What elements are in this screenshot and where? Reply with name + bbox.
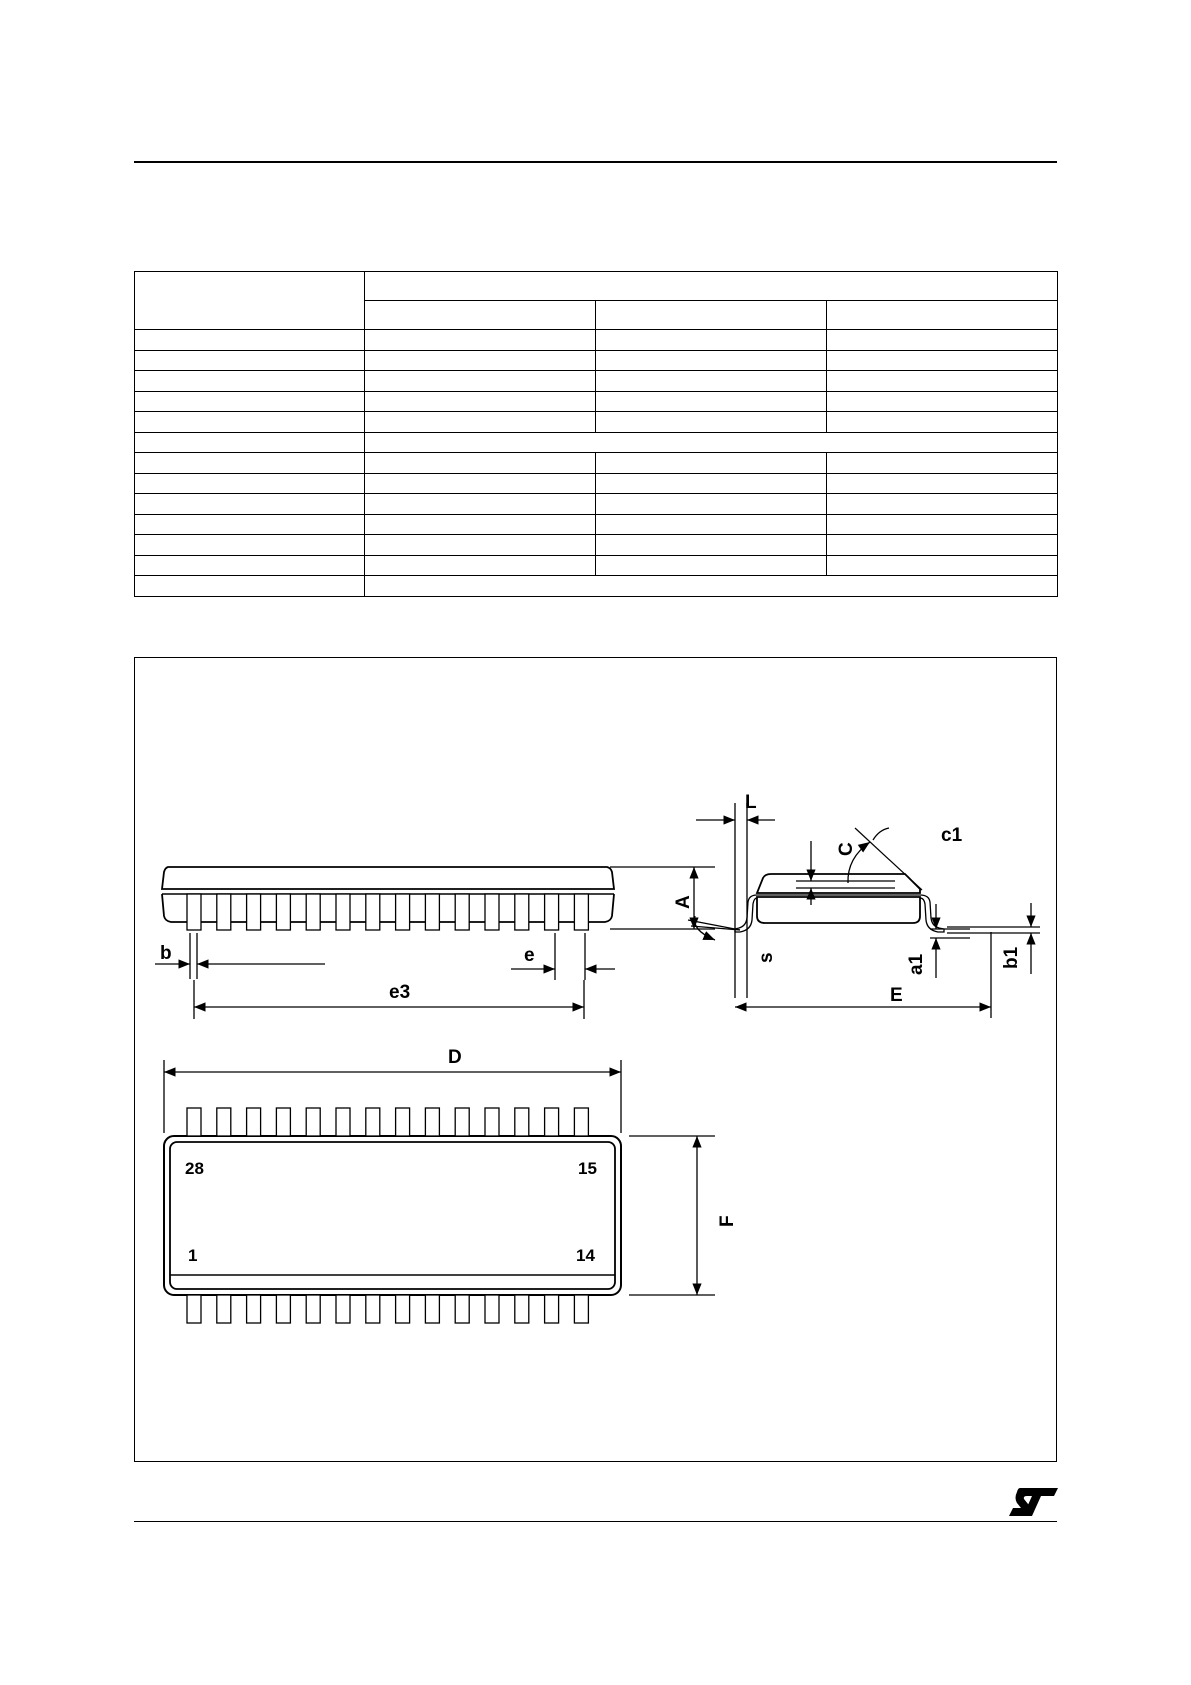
side-view-lead (187, 894, 201, 930)
dim-a-label: A (673, 895, 694, 909)
table-header-cell (596, 301, 827, 330)
table-cell (596, 494, 827, 515)
table-cell (135, 391, 365, 412)
table-row (135, 514, 1058, 535)
top-view-lead (366, 1295, 380, 1323)
table-header-cell (827, 301, 1058, 330)
table-cell (365, 555, 596, 576)
top-view-lead (306, 1108, 320, 1136)
top-view-lead (485, 1108, 499, 1136)
dim-e3-label: e3 (389, 982, 411, 1003)
side-view-lead (396, 894, 410, 930)
side-view-lead (217, 894, 231, 930)
table-cell (135, 473, 365, 494)
table-cell (827, 514, 1058, 535)
end-view-body-top (757, 874, 920, 893)
table-cell (135, 330, 365, 351)
table-cell (365, 514, 596, 535)
table-cell (596, 391, 827, 412)
table-cell (596, 514, 827, 535)
dim-c-label: C (836, 842, 857, 856)
top-view-lead (247, 1295, 261, 1323)
table-cell (827, 350, 1058, 371)
top-view-lead (276, 1295, 290, 1323)
side-view-lead (276, 894, 290, 930)
table-cell (135, 453, 365, 474)
table-cell (135, 432, 365, 453)
pin-15-label: 15 (578, 1159, 597, 1178)
table-cell (596, 555, 827, 576)
table-cell (365, 535, 596, 556)
table-header-cell (365, 301, 596, 330)
dim-e-width-label: E (890, 985, 903, 1006)
table-cell (135, 494, 365, 515)
table-row (135, 555, 1058, 576)
top-view-lead (515, 1108, 529, 1136)
table-cell (365, 330, 596, 351)
dim-d-label: D (448, 1047, 462, 1068)
top-view-leads-upper (187, 1108, 588, 1136)
top-view-lead (574, 1295, 588, 1323)
dim-f-label: F (717, 1215, 738, 1227)
table-cell (135, 514, 365, 535)
end-view (688, 803, 1040, 1018)
dim-a1-label: a1 (906, 953, 927, 975)
table-cell (135, 412, 365, 433)
table-cell (827, 555, 1058, 576)
side-view-lead (515, 894, 529, 930)
table-cell (365, 391, 596, 412)
top-view-leads-lower (187, 1295, 588, 1323)
table-row (135, 350, 1058, 371)
mechanical-data-table (134, 271, 1058, 597)
side-view-body-top (162, 867, 614, 889)
table-cell (135, 555, 365, 576)
pin-14-label: 14 (576, 1246, 595, 1265)
top-view-lead (247, 1108, 261, 1136)
side-view-lead (485, 894, 499, 930)
side-view-lead (545, 894, 559, 930)
header-rule (134, 161, 1057, 163)
end-view-body-bottom (757, 897, 920, 923)
table-cell (827, 535, 1058, 556)
top-view-lead (366, 1108, 380, 1136)
side-view-lead (336, 894, 350, 930)
table-cell (827, 453, 1058, 474)
top-view-lead (217, 1108, 231, 1136)
table-row (135, 330, 1058, 351)
table-cell (365, 453, 596, 474)
table-row (135, 473, 1058, 494)
top-view-lead (574, 1108, 588, 1136)
table-cell (827, 330, 1058, 351)
top-view-lead (425, 1108, 439, 1136)
table-row (135, 432, 1058, 453)
top-view-lead (396, 1295, 410, 1323)
table-cell (596, 330, 827, 351)
end-view-left-lead (735, 895, 757, 932)
top-view-lead (336, 1295, 350, 1323)
top-view-lead (187, 1295, 201, 1323)
table-cell (135, 371, 365, 392)
top-view-lead (306, 1295, 320, 1323)
table-cell (135, 535, 365, 556)
footer-rule (134, 1521, 1057, 1522)
side-view (155, 867, 715, 1019)
table-cell (365, 473, 596, 494)
st-logo-icon (1008, 1487, 1060, 1517)
dim-e-label: e (524, 945, 535, 966)
side-view-lead (247, 894, 261, 930)
dim-s-label: s (756, 952, 777, 963)
dim-l-label: L (745, 792, 757, 813)
table-cell (596, 535, 827, 556)
table-cell (135, 350, 365, 371)
dim-b1-label: b1 (1001, 946, 1022, 969)
table-cell (827, 391, 1058, 412)
top-view-lead (455, 1295, 469, 1323)
table-cell (135, 576, 365, 597)
top-view-lead (455, 1108, 469, 1136)
top-view-lead (485, 1295, 499, 1323)
table-cell (365, 494, 596, 515)
side-view-lead (574, 894, 588, 930)
table-cell (596, 453, 827, 474)
table-header-row (135, 272, 1058, 301)
top-view (164, 1060, 715, 1323)
table-cell (596, 350, 827, 371)
top-view-lead (545, 1108, 559, 1136)
dim-b-label: b (160, 943, 172, 964)
end-view-right-lead (920, 895, 944, 932)
side-view-lead (366, 894, 380, 930)
table-row (135, 494, 1058, 515)
table-cell (827, 473, 1058, 494)
top-view-body-outer (164, 1136, 621, 1295)
dim-c1-label: c1 (941, 825, 963, 846)
table-row (135, 576, 1058, 597)
pin-28-label: 28 (185, 1159, 204, 1178)
table-cell (596, 371, 827, 392)
top-view-lead (217, 1295, 231, 1323)
side-view-leads (187, 894, 588, 930)
pin-1-label: 1 (188, 1246, 198, 1265)
table-cell (827, 412, 1058, 433)
top-view-lead (545, 1295, 559, 1323)
table-header-cell (365, 272, 1058, 301)
table-row (135, 535, 1058, 556)
table-cell (596, 473, 827, 494)
table-cell (365, 576, 1058, 597)
table-cell (827, 494, 1058, 515)
side-view-lead (425, 894, 439, 930)
table-row (135, 453, 1058, 474)
side-view-lead (455, 894, 469, 930)
table-cell (365, 432, 1058, 453)
top-view-lead (425, 1295, 439, 1323)
table-cell (365, 371, 596, 392)
top-view-body-inner (170, 1142, 615, 1289)
table-row (135, 412, 1058, 433)
package-drawing (135, 658, 1056, 1461)
table-cell (365, 350, 596, 371)
top-view-lead (515, 1295, 529, 1323)
table-cell (827, 371, 1058, 392)
top-view-lead (336, 1108, 350, 1136)
side-view-lead (306, 894, 320, 930)
table-cell (365, 412, 596, 433)
table-cell (596, 412, 827, 433)
table-row (135, 391, 1058, 412)
top-view-lead (276, 1108, 290, 1136)
package-outline-figure (134, 657, 1057, 1462)
top-view-lead (396, 1108, 410, 1136)
table-row (135, 371, 1058, 392)
table-header-cell (135, 272, 365, 330)
top-view-lead (187, 1108, 201, 1136)
